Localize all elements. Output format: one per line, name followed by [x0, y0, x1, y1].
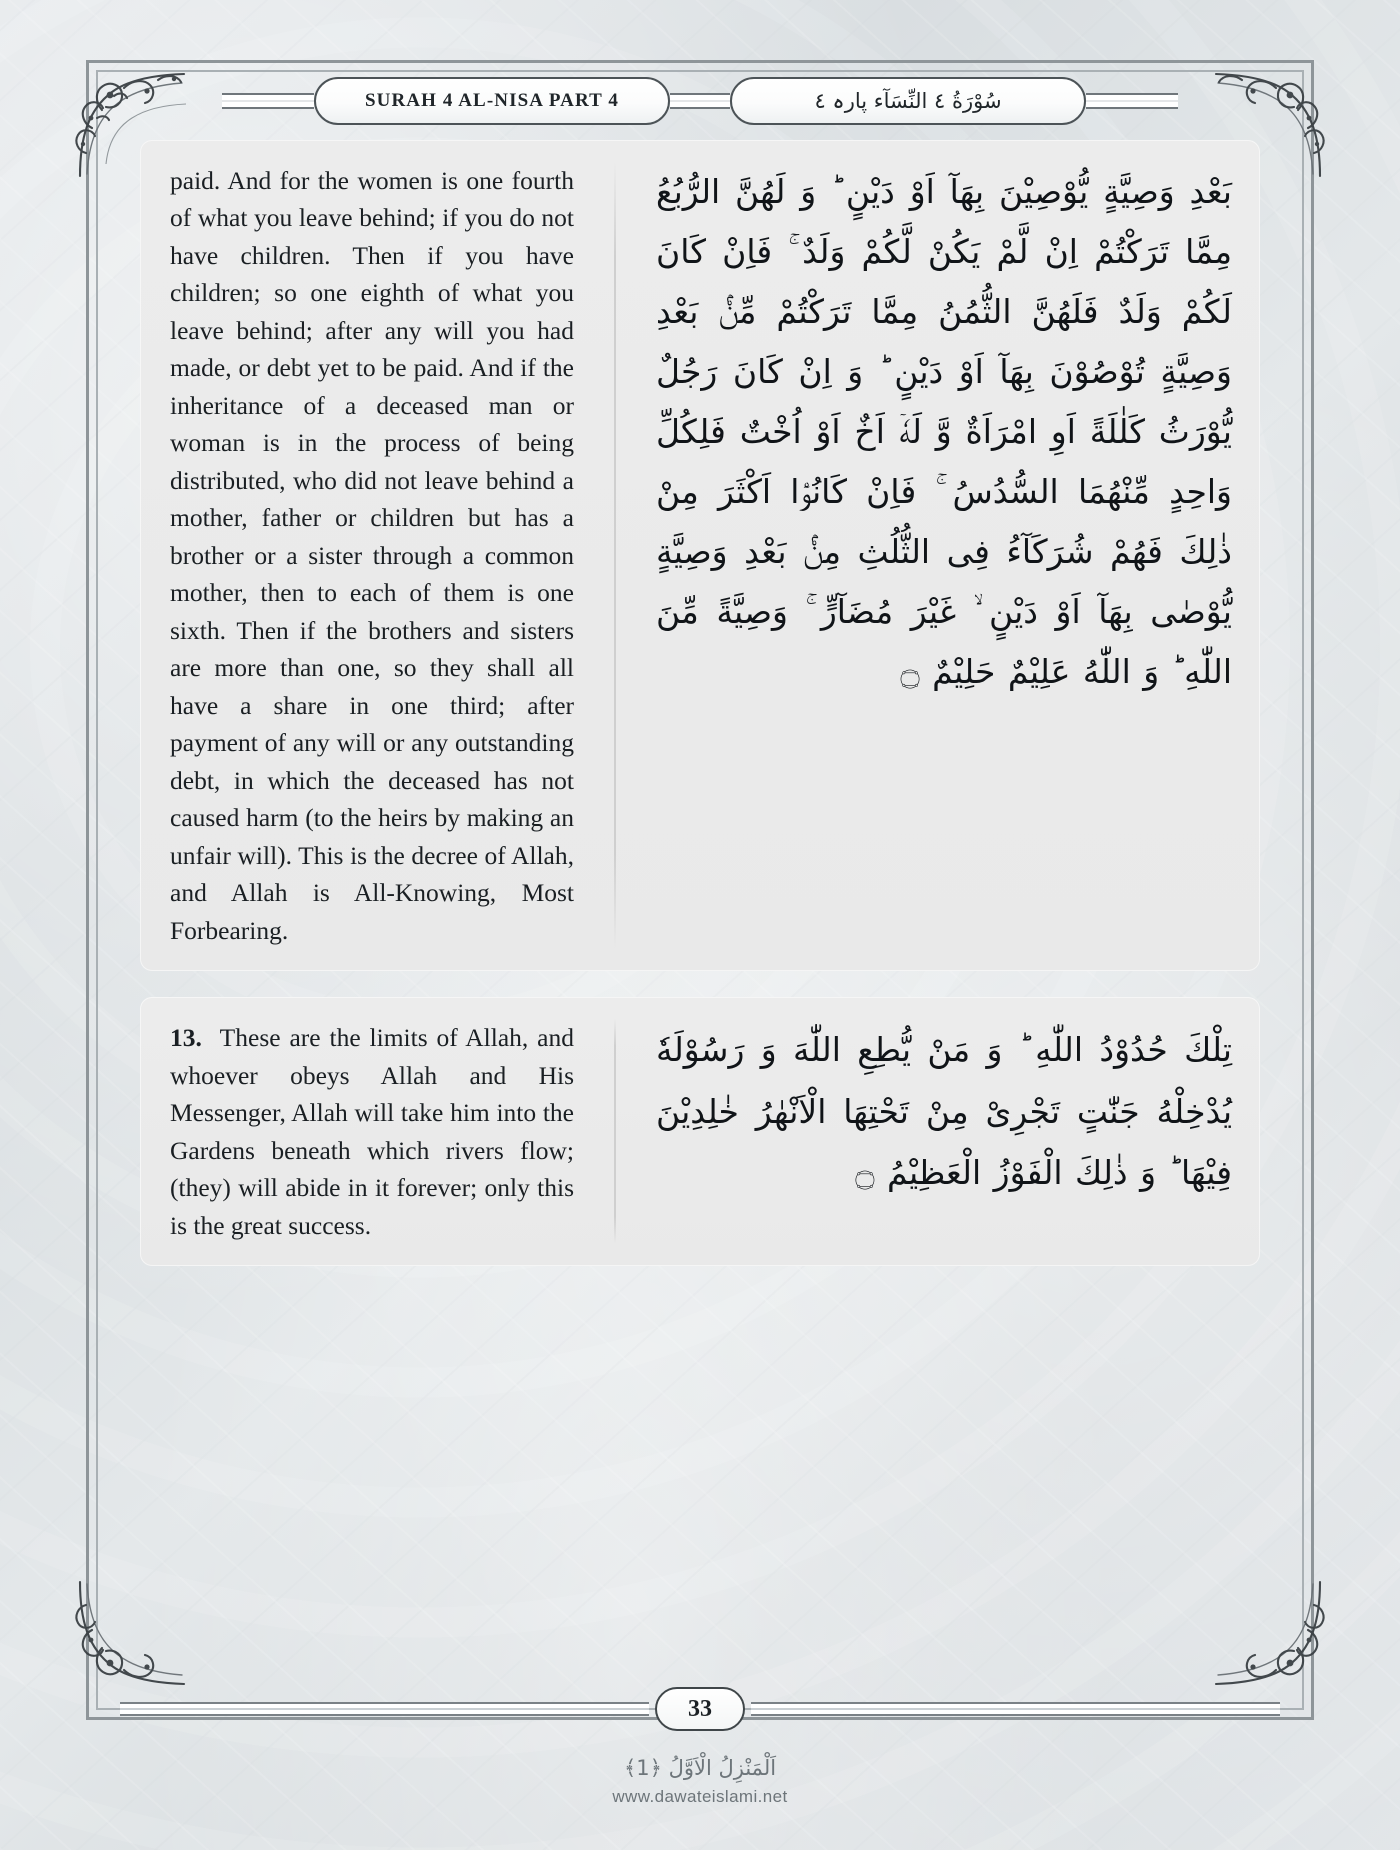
page-header: [120, 78, 1280, 124]
header-rail-center: [670, 93, 730, 109]
page-number-bar: [120, 1695, 1280, 1722]
verse-block: [140, 140, 1260, 971]
header-surah-title-arabic-text: سُوْرَةُ ٤ النِّسَآء پارہ ٤: [814, 89, 1002, 113]
column-divider: [614, 1019, 616, 1244]
arabic-verse-text: تِلْكَ حُدُوْدُ اللّٰهِ ؕ وَ مَنْ يُّطِعِ اللّٰهَ وَ رَسُوْلَهٗ يُدْخِلْهُ جَنّٰتٍ تَجْرِیْ مِنْ تَحْتِهَا الْاَنْهٰرُ خٰلِدِيْنَ فِيْهَا ؕ وَ ذٰلِكَ الْفَوْزُ الْعَظِيْمُ ۝: [656, 1030, 1232, 1192]
translation-body: These are the limits of Allah, and whoever obeys Allah and His Messenger, Allah will take him into the Gardens beneath which rivers flow; (they) will abide in it forever; only this is the great success.: [170, 1023, 574, 1240]
translation-column: [140, 162, 592, 949]
page-number-rail-right: [751, 1702, 1280, 1716]
translation-text: [170, 1019, 574, 1244]
arabic-column: [638, 162, 1260, 949]
verse-number: 13.: [170, 1023, 202, 1053]
footer-manzil-label: اَلْمَنْزِلُ الْاَوَّلُ ﴿1﴾: [623, 1756, 777, 1780]
page-footer: [0, 1756, 1400, 1807]
page-number: 33: [655, 1687, 745, 1731]
header-surah-title-arabic-plate: [730, 77, 1086, 125]
footer-website-url: www.dawateislami.net: [612, 1787, 788, 1806]
translation-column: [140, 1019, 592, 1244]
verse-block: [140, 997, 1260, 1266]
translation-text: paid. And for the women is one fourth of what you leave behind; if you do not have children. Then if you have children; so one eighth of what you leave behind; after any will you had made, or debt yet to be paid. And if the inheritance of a deceased man or woman is in the process of being distributed, who did not leave behind a mother, father or children but has a brother or a sister through a common mother, then to each of them is one sixth. Then if the brothers and sisters are more than one, so they shall all have a share in one third; after payment of any will or any outstanding debt, in which the deceased has not caused harm (to the heirs by making an unfair will). This is the decree of Allah, and Allah is All-Knowing, Most Forbearing.: [170, 166, 574, 945]
header-surah-title-plate: [314, 77, 670, 125]
header-surah-title-text: SURAH 4 AL-NISA PART 4: [364, 90, 620, 111]
arabic-column: [638, 1019, 1260, 1244]
arabic-verse-text: بَعْدِ وَصِيَّةٍ يُّوْصِيْنَ بِهَآ اَوْ دَيْنٍ ؕ وَ لَهُنَّ الرُّبُعُ مِمَّا تَرَكْتُمْ اِنْ لَّمْ يَكُنْ لَّكُمْ وَلَدٌ ۚ فَاِنْ كَانَ لَكُمْ وَلَدٌ فَلَهُنَّ الثُّمُنُ مِمَّا تَرَكْتُمْ مِّنْۢ بَعْدِ وَصِيَّةٍ تُوْصُوْنَ بِهَآ اَوْ دَيْنٍ ؕ وَ اِنْ كَانَ رَجُلٌ يُّوْرَثُ كَلٰلَةً اَوِ امْرَاَةٌ وَّ لَهٗۤ اَخٌ اَوْ اُخْتٌ فَلِكُلِّ وَاحِدٍ مِّنْهُمَا السُّدُسُ ۚ فَاِنْ كَانُوْۤا اَكْثَرَ مِنْ ذٰلِكَ فَهُمْ شُرَكَآءُ فِی الثُّلُثِ مِنْۢ بَعْدِ وَصِيَّةٍ يُّوْصٰى بِهَآ اَوْ دَيْنٍ ۙ غَيْرَ مُضَآرٍّ ۚ وَصِيَّةً مِّنَ اللّٰهِ ؕ وَ اللّٰهُ عَلِيْمٌ حَلِيْمٌ ۝: [656, 172, 1232, 692]
column-divider: [614, 162, 616, 949]
page-content: [140, 140, 1260, 1560]
page-number-rail-left: [120, 1702, 649, 1716]
header-rail-right: [1086, 93, 1178, 109]
header-rail-left: [222, 93, 314, 109]
